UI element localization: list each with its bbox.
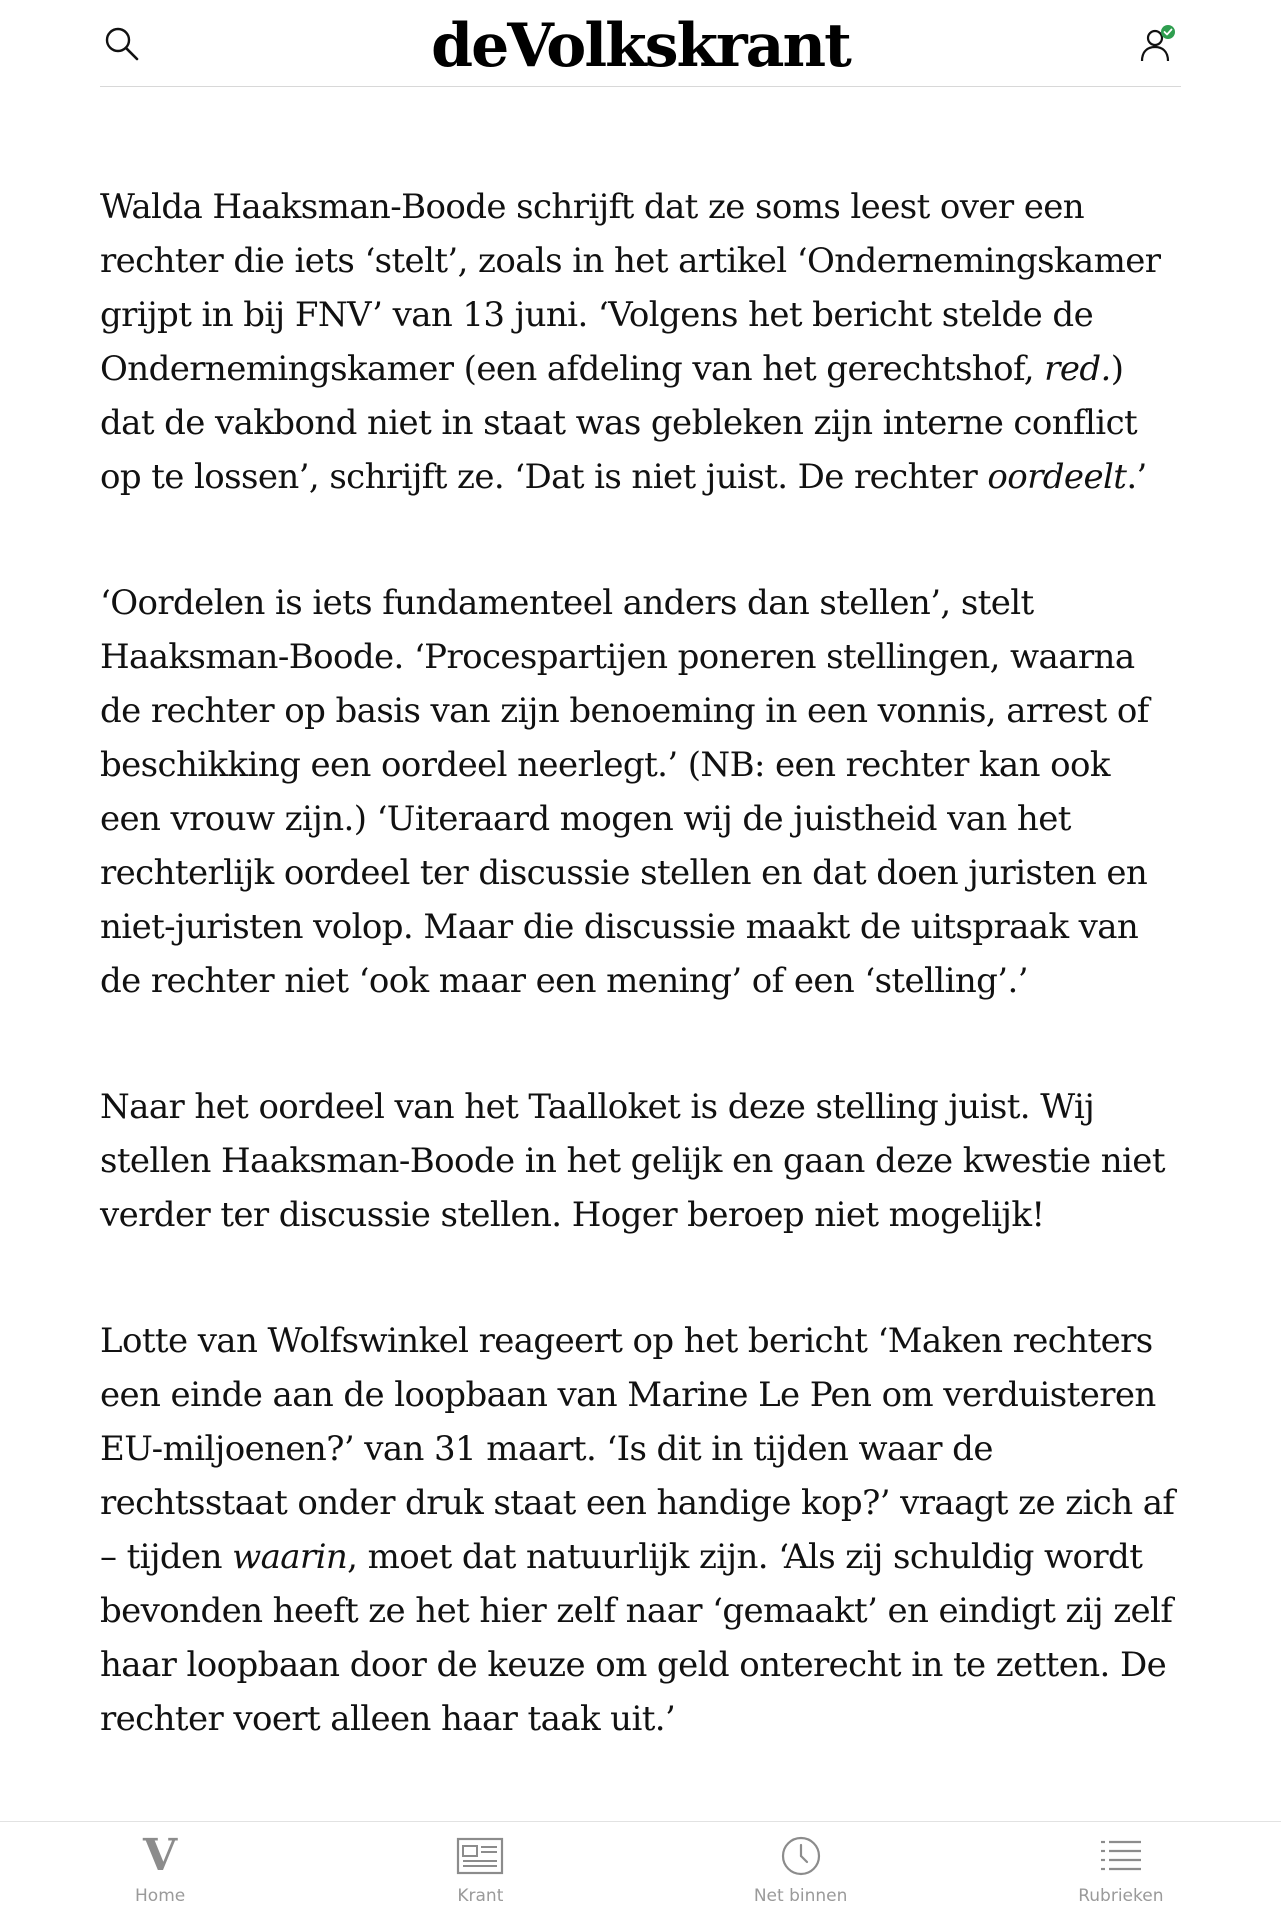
paragraph-text: Lotte van Wolfswinkel reageert op het bericht ‘Maken rechters een einde aan de loopbaan van Marine Le Pen om verduisteren EU-miljoenen?’ van 31 maart. ‘Is dit in tijden waar de rechtsstaat onder druk staat een handige kop?’ vraagt ze zich af – tijden [100,1321,1175,1577]
nav-item-krant[interactable] [320,1822,640,1920]
clock-icon [780,1835,822,1877]
article-paragraph [100,180,1180,504]
paragraph-text: , moet dat natuurlijk zijn. ‘Als zij schuldig wordt bevonden heeft ze het hier zelf naar ‘gemaakt’ en eindigt zij zelf haar loopbaan door de keuze om geld onterecht in te zetten. De rechter voert alleen haar taak uit.’ [100,1537,1173,1739]
header-divider [100,86,1181,87]
top-bar [0,0,1281,87]
nav-label: Rubrieken [1078,1886,1164,1906]
list-icon [1099,1838,1143,1874]
article-paragraph [100,1080,1180,1242]
search-button[interactable] [98,20,146,68]
account-icon [1138,23,1180,65]
emphasis-text: waarin [232,1537,348,1577]
emphasis-text: red. [1044,349,1111,389]
nav-label: Krant [457,1886,504,1906]
paragraph-text: .’ [1126,457,1147,497]
account-button[interactable] [1135,20,1183,68]
nav-label: Net binnen [753,1886,848,1906]
article-body [100,180,1180,1818]
site-logo[interactable]: deVolkskrant [431,11,850,81]
paragraph-text: ) dat de vakbond niet in staat was gebleken zijn interne conflict op te lossen’, schrijft ze. ‘Dat is niet juist. De rechter [100,349,1138,497]
nav-item-home[interactable] [0,1822,320,1920]
search-icon [103,25,141,63]
v-logo-icon: V [143,1830,178,1881]
nav-item-rubrieken[interactable] [961,1822,1281,1920]
paragraph-text: Walda Haaksman-Boode schrijft dat ze soms leest over een rechter die iets ‘stelt’, zoals in het artikel ‘Ondernemingskamer grijpt in bij FNV’ van 13 juni. ‘Volgens het bericht stelde de Ondernemingskamer (een afdeling van het gerechtshof, [100,187,1161,389]
nav-label: Home [135,1886,186,1906]
article-paragraph [100,576,1180,1008]
paragraph-text: Naar het oordeel van het Taalloket is deze stelling juist. Wij stellen Haaksman-Boode in het gelijk en gaan deze kwestie niet verder ter discussie stellen. Hoger beroep niet mogelijk! [100,1087,1165,1235]
emphasis-text: oordeelt [987,457,1127,497]
newspaper-icon [456,1837,504,1875]
bottom-navigation [0,1821,1281,1920]
paragraph-text: ‘Oordelen is iets fundamenteel anders dan stellen’, stelt Haaksman-Boode. ‘Procespartijen poneren stellingen, waarna de rechter op basis van zijn benoeming in een vonnis, arrest of beschikking een oordeel neerlegt.’ (NB: een rechter kan ook een vrouw zijn.) ‘Uiteraard mogen wij de juistheid van het rechterlijk oordeel ter discussie stellen en dat doen juristen en niet-juristen volop. Maar die discussie maakt de uitspraak van de rechter niet ‘ook maar een mening’ of een ‘stelling’.’ [100,583,1149,1001]
nav-item-net-binnen[interactable] [641,1822,961,1920]
article-paragraph [100,1314,1180,1746]
